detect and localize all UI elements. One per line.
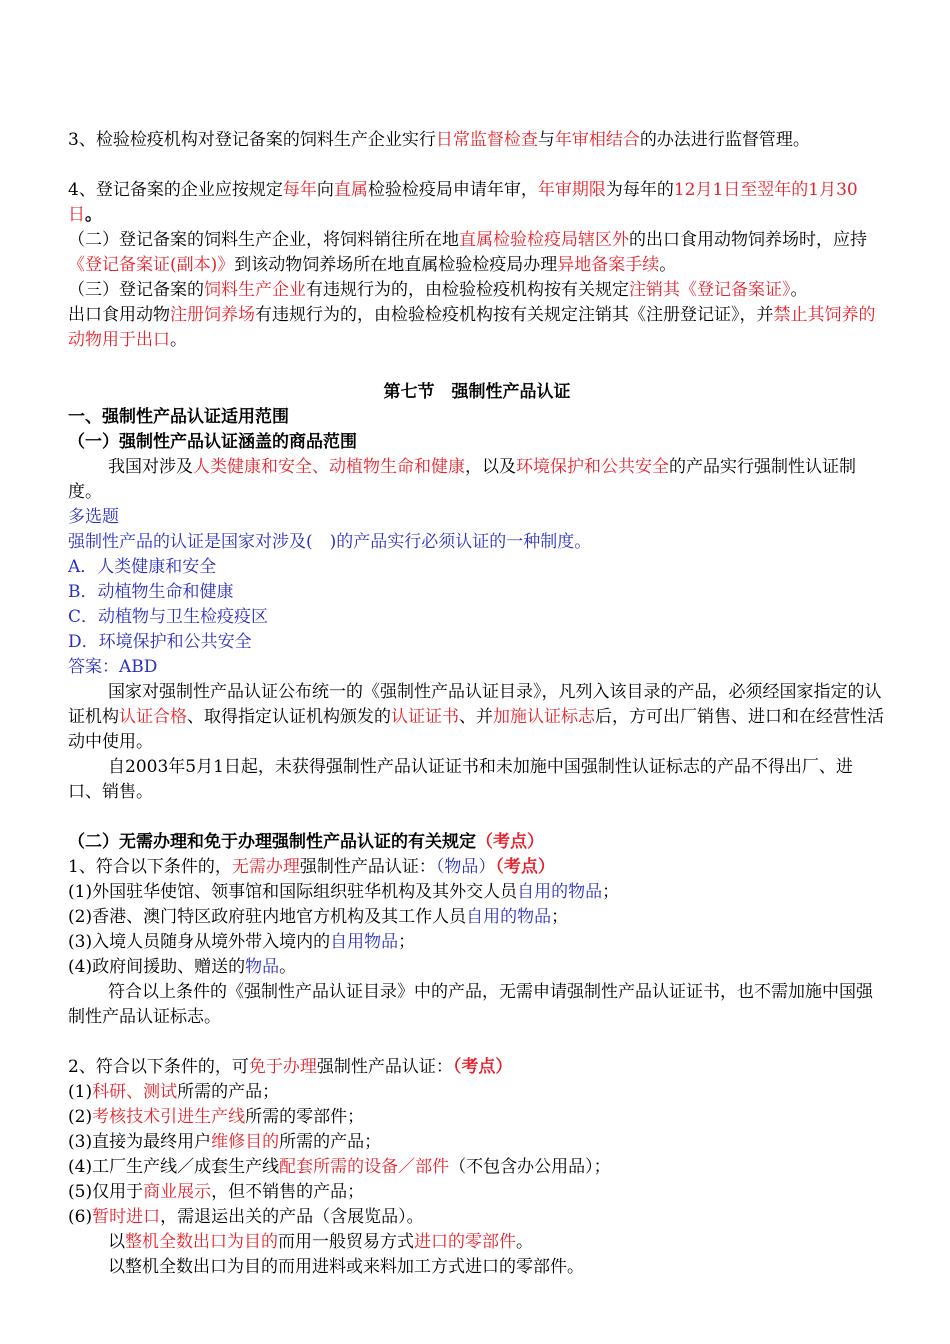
list-item: (1)科研、测试所需的产品； <box>68 1082 280 1102</box>
list-item: (4)政府间援助、赠送的物品。 <box>68 957 297 977</box>
paragraph-farm-violation: 出口食用动物注册饲养场有违规行为的，由检验检疫机构按有关规定注销其《注册登记证》，并禁止其饲养的动物用于出口。 <box>68 305 876 350</box>
paragraph-annual-supervision: 3、检验检疫机构对登记备案的饲料生产企业实行日常监督检查与年审相结合的办法进行监督管理。 <box>68 130 810 150</box>
spacer <box>68 353 886 378</box>
list-item: (4)工厂生产线／成套生产线配套所需的设备／部件（不包含办公用品）； <box>68 1157 611 1177</box>
quiz-block <box>68 505 886 680</box>
spacer <box>68 1030 886 1055</box>
paragraph-exempt-conditions: 2、符合以下条件的，可免于办理强制性产品认证：（考点） <box>68 1057 513 1077</box>
paragraph-no-certificate-needed: 符合以上条件的《强制性产品认证目录》中的产品，无需申请强制性产品认证证书，也不需加施中国强制性产品认证标志。 <box>68 982 873 1027</box>
quiz-option: A．人类健康和安全 <box>68 557 217 577</box>
quiz-type: 多选题 <box>68 507 119 527</box>
paragraph-general-trade: 以整机全数出口为目的而用一般贸易方式进口的零部件。 <box>108 1232 533 1252</box>
list-item: (3)入境人员随身从境外带入境内的自用物品； <box>68 932 416 952</box>
paragraph-effective-date: 自2003年5月1日起，未获得强制性产品认证证书和未加施中国强制性认证标志的产品不得出厂、进口、销售。 <box>68 757 853 802</box>
spacer <box>68 805 886 830</box>
list-item: (2)考核技术引进生产线所需的零部件； <box>68 1107 365 1127</box>
paragraph-no-need-conditions: 1、符合以下条件的，无需办理强制性产品认证：（物品）（考点） <box>68 857 555 877</box>
heading-product-range: （一）强制性产品认证涵盖的商品范围 <box>68 432 357 452</box>
paragraph-off-site-filing: （二）登记备案的饲料生产企业，将饲料销往所在地直属检验检疫局辖区外的出口食用动物饲养场时，应持《登记备案证(副本)》到该动物饲养场所在地直属检验检疫局办理异地备案手续。 <box>68 230 867 275</box>
paragraph-catalog: 国家对强制性产品认证公布统一的《强制性产品认证目录》，凡列入该目录的产品，必须经国家指定的认证机构认证合格、取得指定认证机构颁发的认证证书、并加施认证标志后，方可出厂销售、进口和在经营性活动中使用。 <box>68 682 884 752</box>
paragraph-processing-trade: 以整机全数出口为目的而用进料或来料加工方式进口的零部件。 <box>108 1257 584 1277</box>
list-item: (5)仅用于商业展示，但不销售的产品； <box>68 1182 365 1202</box>
list-item: (1)外国驻华使馆、领事馆和国际组织驻华机构及其外交人员自用的物品； <box>68 882 620 902</box>
quiz-option: C．动植物与卫生检疫疫区 <box>68 607 269 627</box>
spacer <box>68 153 886 178</box>
quiz-option: D．环境保护和公共安全 <box>68 632 252 652</box>
paragraph-certification-system: 我国对涉及人类健康和安全、动植物生命和健康，以及环境保护和公共安全的产品实行强制性认证制度。 <box>68 457 856 502</box>
quiz-question: 强制性产品的认证是国家对涉及( )的产品实行必须认证的一种制度。 <box>68 532 592 552</box>
quiz-option: B．动植物生命和健康 <box>68 582 234 602</box>
list-item: (6)暂时进口，需退运出关的产品（含展览品）。 <box>68 1207 424 1227</box>
paragraph-annual-review: 4、登记备案的企业应按规定每年向直属检验检疫局申请年审，年审期限为每年的12月1日至翌年的1月30日。 <box>68 180 858 225</box>
list-item: (2)香港、澳门特区政府驻内地官方机构及其工作人员自用的物品； <box>68 907 569 927</box>
list-item: (3)直接为最终用户维修目的所需的产品； <box>68 1132 382 1152</box>
paragraph-cancel-registration: （三）登记备案的饲料生产企业有违规行为的，由检验检疫机构按有关规定注销其《登记备案证》。 <box>68 280 808 300</box>
quiz-answer: 答案：ABD <box>68 657 158 677</box>
document-page <box>68 128 886 1280</box>
section-title: 第七节 强制性产品认证 <box>383 382 571 402</box>
heading-scope: 一、强制性产品认证适用范围 <box>68 407 289 427</box>
heading-exemptions: （二）无需办理和免于办理强制性产品认证的有关规定（考点） <box>68 832 544 852</box>
